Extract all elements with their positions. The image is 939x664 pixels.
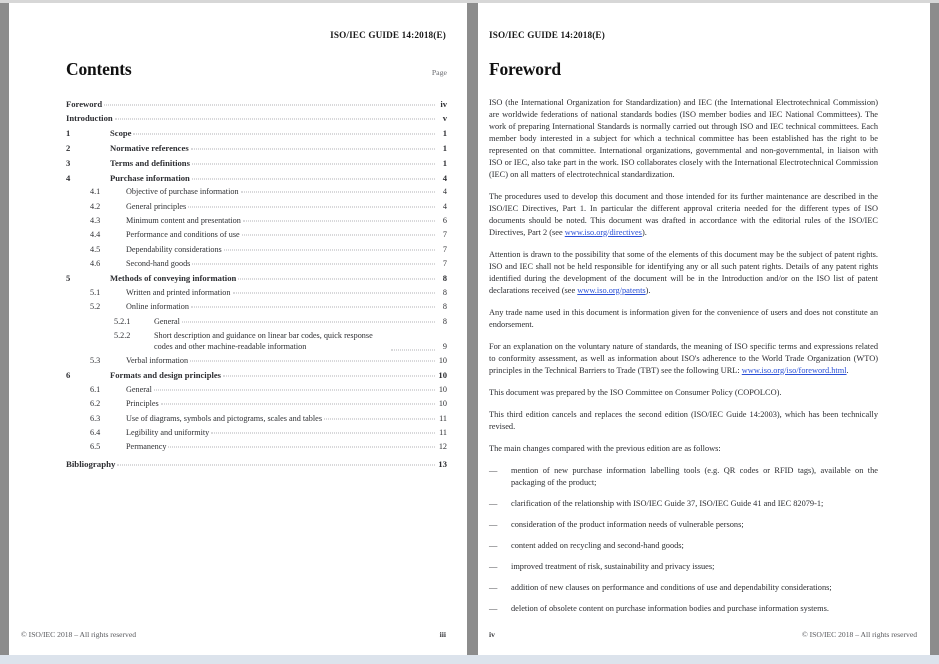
toc-entry-page: 8 [442, 316, 447, 326]
toc-entry-label: Terms and definitions [110, 157, 190, 168]
list-item-text: mention of new purchase information labelling tools (e.g. QR codes or RFID tags), available on the packaging of the product; [511, 465, 878, 487]
toc-entry-number: 4 [66, 172, 71, 183]
list-item-text: consideration of the product information needs of vulnerable persons; [511, 519, 744, 529]
list-dash-marker: — [489, 498, 498, 508]
footer-spacer [136, 630, 440, 639]
foreword-paragraph [489, 307, 878, 331]
toc-entry[interactable] [66, 128, 447, 139]
toc-entry-label: Use of diagrams, symbols and pictograms, scales and tables [126, 413, 323, 423]
toc-entry-number: 1 [66, 128, 71, 139]
toc-entry-number: 6.3 [90, 413, 101, 423]
toc-entry-label: Performance and conditions of use [126, 230, 240, 240]
external-link[interactable]: www.iso.org/iso/foreword.html [741, 365, 847, 375]
toc-dot-leader [241, 192, 435, 193]
foreword-paragraph [489, 409, 878, 433]
toc-entry-number: 6.1 [90, 385, 101, 395]
toc-entry[interactable] [66, 356, 447, 367]
list-item [489, 603, 878, 615]
toc-entry[interactable] [66, 385, 447, 396]
toc-entry-page: v [442, 113, 447, 124]
toc-header-row [66, 61, 447, 79]
toc-entry-page: 11 [439, 413, 447, 423]
running-header-left: ISO/IEC GUIDE 14:2018(E) [330, 30, 446, 40]
toc-dot-leader [324, 418, 435, 419]
page-number: iv [489, 630, 495, 639]
toc-entry[interactable] [66, 216, 447, 227]
toc-entry-label: Verbal information [126, 356, 189, 366]
list-item [489, 519, 878, 531]
list-item-text: addition of new clauses on performance and conditions of use and dependability considerations; [511, 582, 832, 592]
toc-dot-leader [191, 148, 435, 149]
toc-entry-label: Methods of conveying information [110, 273, 237, 284]
toc-entry-label: Scope [110, 128, 132, 139]
toc-dot-leader [161, 404, 435, 405]
toc-entry-page: 13 [438, 459, 447, 470]
toc-entry-number: 6.4 [90, 428, 101, 438]
toc-dot-leader [223, 376, 435, 377]
page-foreword[interactable] [478, 3, 930, 655]
toc-entry[interactable] [66, 442, 447, 453]
toc-dot-leader [188, 206, 435, 207]
toc-entry[interactable] [66, 230, 447, 241]
toc-entry-number: 6.2 [90, 399, 101, 409]
running-header-right: ISO/IEC GUIDE 14:2018(E) [489, 30, 605, 40]
toc-entry-number: 4.3 [90, 215, 101, 225]
toc-entry-label: Purchase information [110, 172, 190, 183]
page-contents[interactable] [9, 3, 467, 655]
toc-entry[interactable] [66, 158, 447, 169]
toc-entry-number: 3 [66, 157, 71, 168]
footer-left [9, 630, 467, 639]
toc-entry-page: 1 [442, 157, 447, 168]
toc-entry-label: Introduction [66, 113, 113, 124]
toc-entry-page: 4 [442, 187, 447, 197]
toc-dot-leader [117, 465, 435, 466]
toc-dot-leader [168, 447, 435, 448]
toc-entry[interactable] [66, 99, 447, 110]
toc-entry-label: General [154, 316, 180, 326]
toc-entry-page: 12 [438, 442, 447, 452]
list-item [489, 561, 878, 573]
toc-entry-page: 7 [442, 244, 447, 254]
list-dash-marker: — [489, 519, 498, 529]
list-dash-marker: — [489, 582, 498, 592]
toc-entry-page: 1 [442, 142, 447, 153]
list-item [489, 540, 878, 552]
list-dash-marker: — [489, 561, 498, 571]
list-dash-marker: — [489, 465, 498, 475]
toc-dot-leader [233, 292, 436, 293]
toc-dot-leader [115, 119, 435, 120]
toc-entry[interactable] [66, 187, 447, 198]
toc-entry-page: 6 [442, 215, 447, 225]
toc-entry-label: Minimum content and presentation [126, 215, 241, 225]
toc-entry-label: Dependability considerations [126, 244, 222, 254]
toc-entry[interactable] [66, 317, 447, 328]
footer-spacer [495, 630, 802, 639]
toc-entry-label: Second-hand goods [126, 258, 191, 268]
toc-entry-page: 9 [442, 341, 447, 351]
copyright-notice: © ISO/IEC 2018 – All rights reserved [801, 630, 917, 639]
toc-entry-label: General [126, 385, 152, 395]
toc-dot-leader [104, 104, 435, 105]
toc-entry-page: 4 [442, 201, 447, 211]
toc-dot-leader [191, 307, 435, 308]
list-dash-marker: — [489, 603, 498, 613]
page-number: iii [439, 630, 446, 639]
toc-entry-label: Legibility and uniformity [126, 428, 210, 438]
toc-entry-number: 4.1 [90, 187, 101, 197]
toc-entry-label: General principles [126, 201, 187, 211]
toc-entry-label: Online information [126, 302, 189, 312]
foreword-paragraphs [489, 97, 878, 455]
copyright-notice: © ISO/IEC 2018 – All rights reserved [21, 630, 137, 639]
toc-entry-page: 8 [442, 273, 447, 284]
toc-entry-number: 4.5 [90, 244, 101, 254]
toc-entry-number: 4.6 [90, 258, 101, 268]
toc-entry-label: Foreword [66, 98, 103, 109]
toc-entry-page: 10 [438, 356, 447, 366]
toc-entry-label: Formats and design principles [110, 370, 222, 381]
toc-entry-number: 5.1 [90, 287, 101, 297]
paragraph-text: ). [645, 285, 651, 295]
toc-entry-page: 1 [442, 128, 447, 139]
foreword-title: Foreword [489, 59, 561, 79]
foreword-paragraph [489, 341, 878, 377]
external-link[interactable]: www.iso.org/patents [577, 285, 646, 295]
toc-dot-leader [243, 220, 435, 221]
list-item-text: improved treatment of risk, sustainability and privacy issues; [511, 561, 715, 571]
toc-dot-leader [192, 163, 435, 164]
toc-dot-leader [154, 390, 435, 391]
toc-entry-number: 2 [66, 142, 71, 153]
paragraph-text: ). [641, 227, 647, 237]
toc-dot-leader [182, 321, 435, 322]
foreword-paragraph [489, 191, 878, 239]
toc-entry[interactable] [66, 331, 447, 353]
toc-dot-leader [192, 263, 435, 264]
page-title: Contents [66, 59, 132, 79]
toc-dot-leader [242, 235, 435, 236]
toc-page-column-label: Page [431, 67, 447, 77]
toc-entry-page: 8 [442, 302, 447, 312]
toc-entry-page: 7 [442, 258, 447, 268]
toc-entry-number: 6.5 [90, 442, 101, 452]
toc-entry-number: 5.2 [90, 302, 101, 312]
foreword-paragraph [489, 443, 878, 455]
toc-entry[interactable] [66, 370, 447, 381]
toc-entry-number: 4.4 [90, 230, 101, 240]
toc-dot-leader [224, 249, 435, 250]
toc-entry-label: Objective of purchase information [126, 187, 239, 197]
list-item [489, 582, 878, 594]
toc-entry-page: 4 [442, 172, 447, 183]
toc-entry-number: 5.3 [90, 356, 101, 366]
toc-entry-label: Permanency [126, 442, 167, 452]
toc-entry-label: Normative references [110, 142, 189, 153]
toc-entry-label: Principles [126, 399, 159, 409]
toc-entry[interactable] [66, 302, 447, 313]
paragraph-text: The procedures used to develop this document and those intended for its further maintenance are described in the ISO/IEC Directives, Part 1. In particular the different approval criteria needed for the different types of ISO documents should be noted. This document was drafted in accordance with the editorial rules of the ISO/IEC Directives, Part 2 (see [489, 191, 878, 237]
toc-entry-number: 5.2.1 [114, 316, 131, 326]
paragraph-text: This document was prepared by the ISO Committee on Consumer Policy (COPOLCO). [489, 387, 782, 397]
toc-entry-page: 11 [439, 428, 447, 438]
toc-entry-label: Written and printed information [126, 287, 231, 297]
toc-dot-leader [391, 349, 435, 350]
toc-entry-page: iv [440, 98, 447, 109]
toc-entry[interactable] [66, 273, 447, 284]
viewer-bottom-strip [0, 655, 939, 664]
list-item-text: clarification of the relationship with ISO/IEC Guide 37, ISO/IEC Guide 41 and IEC 82079-1; [511, 498, 824, 508]
paragraph-text: . [846, 365, 849, 375]
toc-entry[interactable] [66, 414, 447, 425]
toc-entry[interactable] [66, 399, 447, 410]
toc-entry[interactable] [66, 459, 447, 471]
list-item-text: deletion of obsolete content on purchase information bodies and purchase information systems. [511, 603, 829, 613]
list-item-text: content added on recycling and second-hand goods; [511, 540, 684, 550]
toc-entry-label: Short description and guidance on linear bar codes, quick response codes and other machine-readable information [154, 330, 373, 351]
toc-entry-page: 10 [438, 385, 447, 395]
footer-right [478, 630, 930, 639]
toc-entry[interactable] [66, 428, 447, 439]
toc-entry[interactable] [66, 143, 447, 154]
changes-list [489, 465, 878, 615]
toc-dot-leader [211, 433, 435, 434]
table-of-contents [66, 61, 447, 474]
paragraph-text: For an explanation on the voluntary nature of standards, the meaning of ISO specific terms and expressions related to conformity assessment, as well as information about ISO's adherence to the World Trade Organization (WTO) principles in the Technical Barriers to Trade (TBT) see the following URL: [489, 341, 878, 375]
toc-entry[interactable] [66, 113, 447, 124]
toc-entry-label: Bibliography [66, 459, 116, 470]
toc-entry[interactable] [66, 202, 447, 213]
toc-entry[interactable] [66, 288, 447, 299]
paragraph-text: ISO (the International Organization for Standardization) and IEC (the International Electrotechnical Commission) are worldwide federations of national standards bodies (ISO member bodies and IEC National Committees). The work of preparing International Standards is normally carried out through ISO and IEC technical committees. Each member body interested in a subject for which a technical committee has been established has the right to be represented on that committee. International organizations, governmental and non-governmental, in liaison with ISO or IEC, also take part in the work. ISO collaborates closely with the International Electrotechnical Commission (IEC) on all matters of electrotechnical standardization. [489, 97, 878, 179]
toc-entry[interactable] [66, 173, 447, 184]
toc-entry-number: 5.2.2 [114, 330, 131, 340]
list-dash-marker: — [489, 540, 498, 550]
toc-entry-page: 10 [438, 399, 447, 409]
foreword-paragraph [489, 387, 878, 399]
toc-entry-number: 5 [66, 273, 71, 284]
toc-entry-list [66, 99, 447, 471]
list-item [489, 465, 878, 489]
foreword-section [489, 61, 878, 624]
toc-entry[interactable] [66, 245, 447, 256]
paragraph-text: The main changes compared with the previous edition are as follows: [489, 443, 721, 453]
foreword-paragraph [489, 249, 878, 297]
external-link[interactable]: www.iso.org/directives [564, 227, 642, 237]
toc-entry-number: 4.2 [90, 201, 101, 211]
toc-dot-leader [190, 361, 435, 362]
toc-entry-page: 10 [438, 370, 447, 381]
toc-entry-number: 6 [66, 370, 71, 381]
page-container [0, 3, 939, 655]
foreword-paragraph [489, 97, 878, 181]
paragraph-text: This third edition cancels and replaces the second edition (ISO/IEC Guide 14:2003), which has been technically revised. [489, 409, 878, 431]
toc-dot-leader [192, 178, 435, 179]
toc-dot-leader [133, 134, 435, 135]
toc-entry-page: 8 [442, 287, 447, 297]
list-item [489, 498, 878, 510]
paragraph-text: Attention is drawn to the possibility that some of the elements of this document may be the subject of patent rights. ISO and IEC shall not be held responsible for identifying any or all such patent rights. Details of any patent rights identified during the development of the document will be in the Introduction and/or on the ISO list of patent declarations received (see [489, 249, 878, 295]
toc-entry[interactable] [66, 259, 447, 270]
paragraph-text: Any trade name used in this document is information given for the convenience of users and does not constitute an endorsement. [489, 307, 878, 329]
toc-dot-leader [238, 279, 435, 280]
toc-entry-page: 7 [442, 230, 447, 240]
